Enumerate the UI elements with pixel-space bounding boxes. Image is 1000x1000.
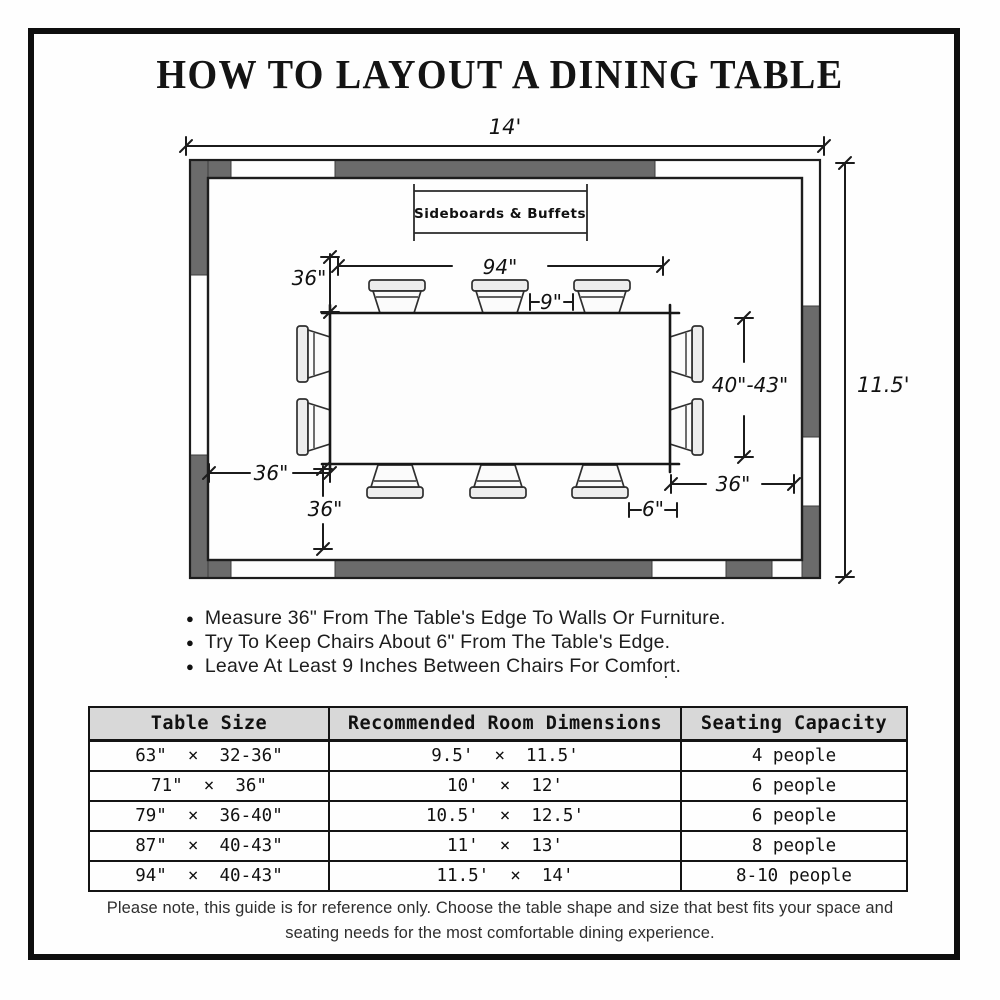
chair-bottom-3 — [572, 465, 628, 498]
table-cell: 6 people — [681, 801, 907, 831]
bullet-icon: ● — [186, 658, 194, 674]
chair-right-1 — [670, 326, 703, 382]
table-cell: 8-10 people — [681, 861, 907, 891]
chair-bottom-2 — [470, 465, 526, 498]
sideboard-label: Sideboards & Buffets — [413, 206, 587, 222]
table-row — [89, 741, 907, 772]
table-cell: 79" × 36-40" — [89, 801, 329, 831]
header-table-size: Table Size — [89, 707, 329, 741]
tip-item — [186, 630, 726, 654]
size-reference-table — [88, 706, 908, 892]
tips-list — [186, 606, 726, 678]
table-cell: 6 people — [681, 771, 907, 801]
table-cell: 10' × 12' — [329, 771, 681, 801]
table-row — [89, 801, 907, 831]
tip-item — [186, 606, 726, 630]
chair-left-1 — [297, 326, 330, 382]
chair-top-1 — [369, 280, 425, 313]
table-row — [89, 771, 907, 801]
right-clearance-label: 36" — [715, 472, 751, 496]
tip-text: Leave At Least 9 Inches Between Chairs For Comfort. — [204, 654, 682, 677]
left-clearance-label: 36" — [253, 461, 289, 485]
chair-offset-label: 6" — [642, 497, 664, 521]
top-clearance-label: 36" — [291, 266, 327, 290]
table-cell: 10.5' × 12.5' — [329, 801, 681, 831]
table-row — [89, 831, 907, 861]
table-row — [89, 861, 907, 891]
table-cell: 94" × 40-43" — [89, 861, 329, 891]
chair-right-2 — [670, 399, 703, 455]
room-height-label: 11.5' — [857, 373, 910, 397]
chair-bottom-1 — [367, 465, 423, 498]
chair-left-2 — [297, 399, 330, 455]
chair-spacing-label: 9" — [540, 290, 562, 314]
tip-text: Measure 36" From The Table's Edge To Walls Or Furniture. — [204, 606, 726, 629]
table-header-row — [89, 707, 907, 741]
table-cell: 11' × 13' — [329, 831, 681, 861]
dining-table — [322, 305, 679, 472]
table-cell: 9.5' × 11.5' — [329, 741, 681, 772]
table-cell: 8 people — [681, 831, 907, 861]
footer-note: Please note, this guide is for reference only. Choose the table shape and size that best fits your space and seating needs for the most comfortable dining experience. — [106, 899, 894, 942]
room-width-label: 14' — [488, 115, 522, 139]
header-seating-capacity: Seating Capacity — [681, 707, 907, 741]
table-cell: 87" × 40-43" — [89, 831, 329, 861]
header-room-dimensions: Recommended Room Dimensions — [329, 707, 681, 741]
table-width-label: 40"-43" — [711, 373, 789, 397]
table-cell: 4 people — [681, 741, 907, 772]
tip-text: Try To Keep Chairs About 6" From The Table's Edge. — [204, 630, 671, 653]
table-length-label: 94" — [482, 255, 518, 279]
table-cell: 11.5' × 14' — [329, 861, 681, 891]
table-cell: 63" × 32-36" — [89, 741, 329, 772]
sideboard-box — [414, 184, 587, 241]
bottom-clearance-label: 36" — [307, 497, 343, 521]
page-title: HOW TO LAYOUT A DINING TABLE — [156, 51, 844, 97]
bullet-icon: ● — [186, 610, 194, 626]
chair-top-3 — [574, 280, 630, 313]
bullet-icon: ● — [186, 634, 194, 650]
table-cell: 71" × 36" — [89, 771, 329, 801]
chair-top-2 — [472, 280, 528, 313]
tip-item — [186, 654, 726, 678]
